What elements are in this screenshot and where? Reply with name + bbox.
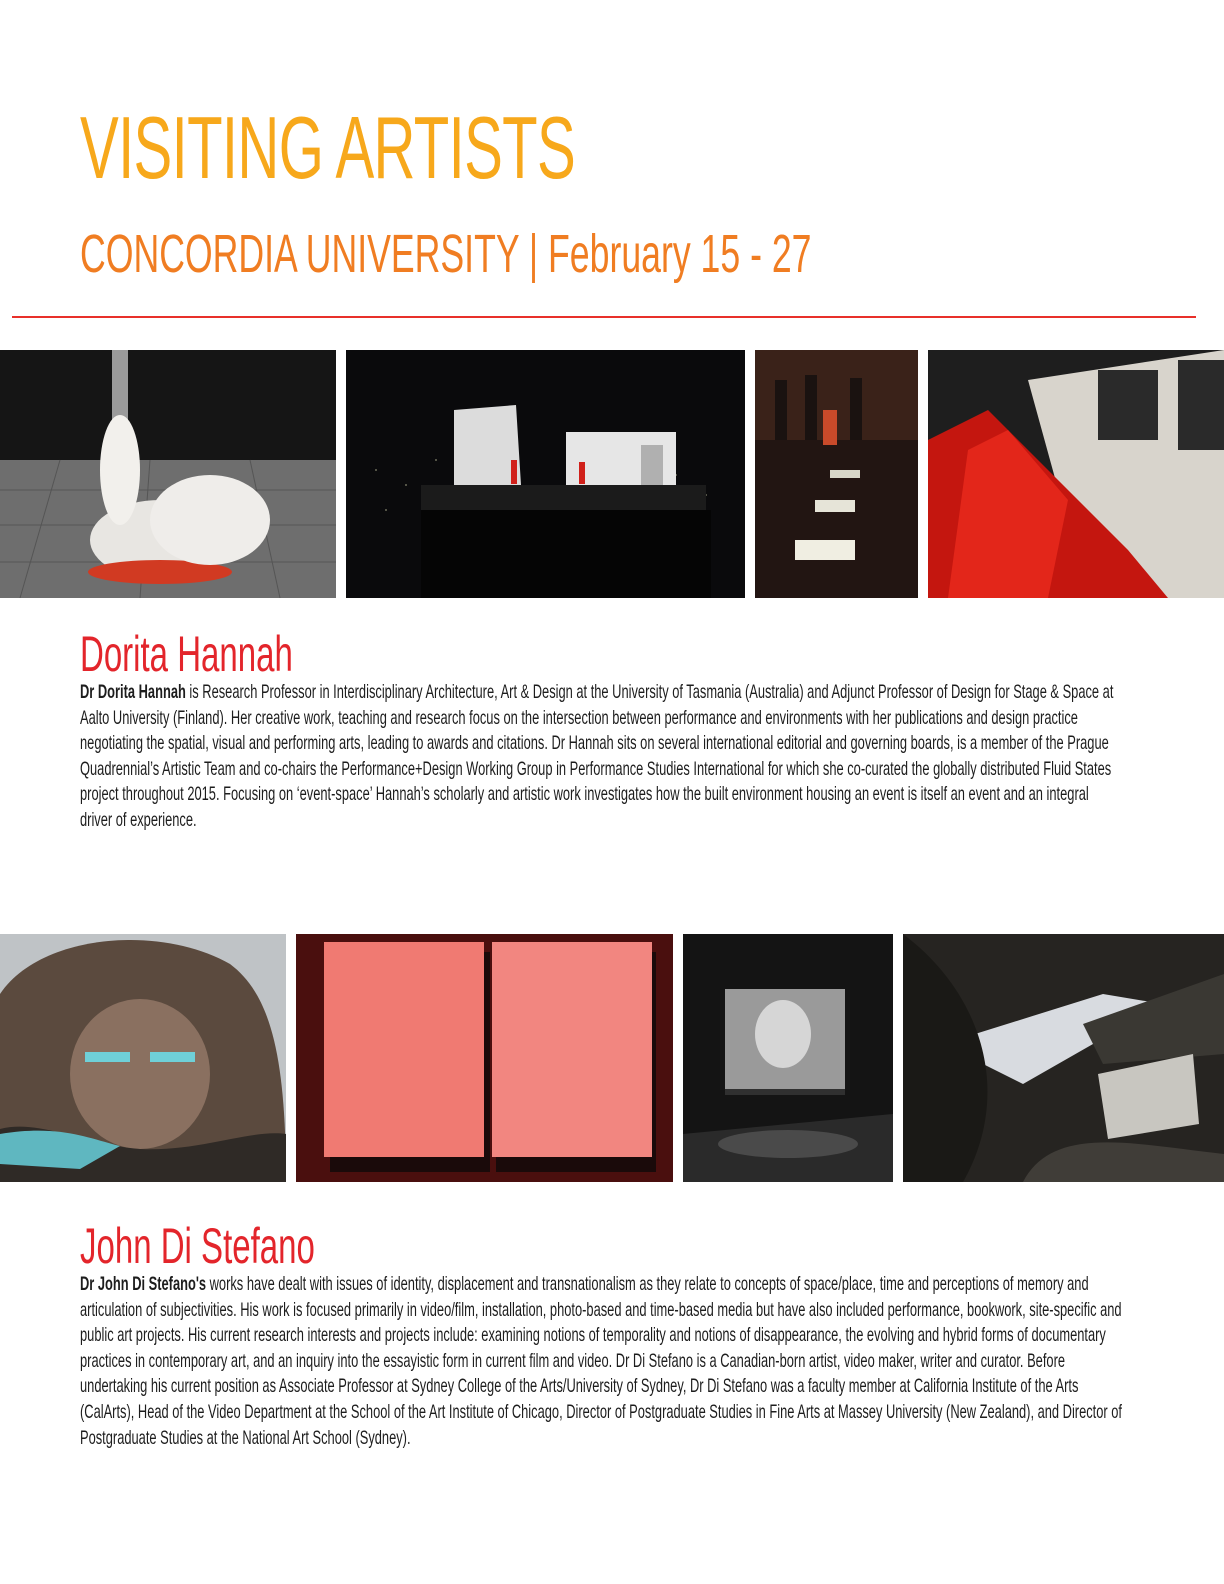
artist-name-dorita-hannah: Dorita Hannah: [80, 626, 293, 682]
photo-performer-white-dress: [0, 350, 336, 598]
photo-dark-installation: [903, 934, 1224, 1182]
photo-gallery-lightboxes: [755, 350, 918, 598]
photo-red-fabric-wall: [928, 350, 1224, 598]
bio-lead: Dr John Di Stefano's: [80, 1273, 207, 1295]
artist-bio-dorita-hannah: [80, 680, 1123, 834]
bio-lead: Dr Dorita Hannah: [80, 681, 186, 703]
page-subtitle: CONCORDIA UNIVERSITY | February 15 - 27: [80, 224, 812, 284]
photo-strip-di-stefano: [0, 934, 1224, 1182]
bio-text: is Research Professor in Interdisciplinary Architecture, Art & Design at the University of Tasmania (Australia) and Adjunct Professor of Design for Stage & Space at Aalto University (Finland). Her creative work, teaching and research focus on the intersection between performance and environments with her publications and design practice negotiating the spatial, visual and performing arts, leading to awards and citations. Dr Hannah sits on several international editorial and governing boards, is a member of the Prague Quadrennial’s Artistic Team and co-chairs the Performance+Design Working Group in Performance Studies International for which she co-curated the globally distributed Fluid States project throughout 2015. Focusing on ‘event-space’ Hannah’s scholarly and artistic work investigates how the built environment housing an event is itself an event and an integral driver of experience.: [80, 681, 1114, 831]
artist-name-john-di-stefano: John Di Stefano: [80, 1218, 315, 1274]
header-divider: [12, 316, 1196, 318]
page-title: VISITING ARTISTS: [80, 98, 576, 197]
artist-bio-john-di-stefano: [80, 1272, 1123, 1451]
photo-night-balcony-dancers: [346, 350, 745, 598]
photo-strip-hannah: [0, 350, 1224, 598]
bio-text: works have dealt with issues of identity, displacement and transnationalism as they relate to concepts of space/place, time and perceptions of memory and articulation of subjectivities. His work is focused primarily in video/film, installation, photo-based and time-based media but have also included performance, bookwork, site-specific and public art projects. His current research interests and projects include: examining notions of temporality and notions of disappearance, the evolving and hybrid forms of documentary practices in contemporary art, and an inquiry into the essayistic form in current film and video. Dr Di Stefano is a Canadian-born artist, video maker, writer and curator. Before undertaking his current position as Associate Professor at Sydney College of the Arts/University of Sydney, Dr Di Stefano was a faculty member at California Institute of the Arts (CalArts), Head of the Video Department at the School of the Art Institute of Chicago, Director of Postgraduate Studies in Fine Arts at Massey University (New Zealand), and Director of Postgraduate Studies at the National Art School (Sydney).: [80, 1273, 1123, 1449]
photo-red-panels: [296, 934, 673, 1182]
photo-video-projection-room: [683, 934, 893, 1182]
photo-projected-face-rock: [0, 934, 286, 1182]
